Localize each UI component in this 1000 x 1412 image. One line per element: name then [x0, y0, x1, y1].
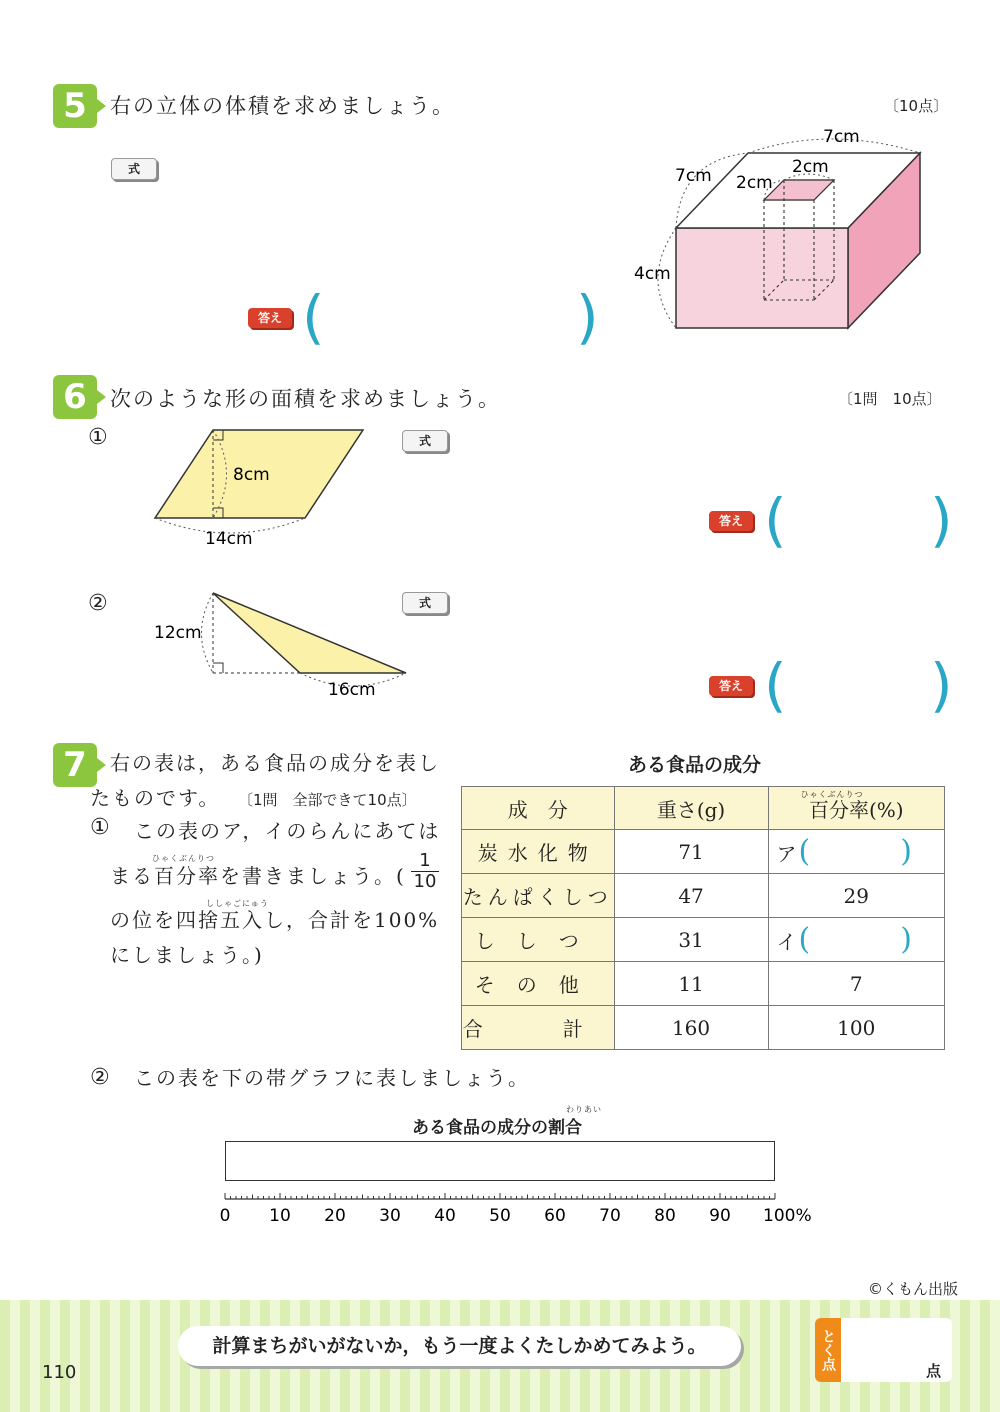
label-height-12cm: 12cm [154, 623, 202, 643]
table-row [462, 962, 945, 1006]
row-percent: 7 [768, 962, 944, 1006]
label-base-16cm: 16cm [328, 680, 376, 700]
shiki-label-6-1: 式 [402, 430, 448, 452]
parallelogram-figure [145, 420, 375, 555]
score-tag: とく点 [815, 1318, 841, 1382]
problem-7-1-line-4: にしましょう。) [110, 943, 264, 967]
question-6-points: 〔1問 10点〕 [838, 390, 942, 408]
ruby-shishagonyuu: ししゃごにゅう [206, 899, 269, 908]
axis-tick-label: 30 [379, 1206, 401, 1226]
row-percent-blank-a[interactable]: ア( ) [768, 830, 944, 874]
table-row [462, 874, 945, 918]
axis-tick-label: 60 [544, 1206, 566, 1226]
fraction-denominator: 10 [411, 871, 439, 892]
row-weight: 31 [614, 918, 768, 962]
shiki-label-5: 式 [111, 158, 157, 180]
question-5-text: 右の立体の体積を求めましょう。 [110, 94, 455, 118]
solid-figure [620, 120, 960, 340]
answer-label-6-2: 答え [709, 676, 753, 696]
triangle-figure [150, 585, 420, 705]
row-weight: 71 [614, 830, 768, 874]
band-graph-box[interactable] [225, 1141, 775, 1181]
table-header-weight: 重さ(g) [614, 787, 768, 830]
question-7-intro-2: たものです。 [90, 786, 221, 810]
axis-tick-label: 50 [489, 1206, 511, 1226]
bar-graph-title: ある食品の成分の割合 [412, 1118, 582, 1138]
ingredients-table [461, 786, 945, 1050]
bar-title-ruby: わりあい [566, 1105, 602, 1114]
answer-label-6-1: 答え [709, 511, 753, 531]
label-top-7cm: 7cm [823, 127, 860, 147]
row-weight: 47 [614, 874, 768, 918]
row-percent: 29 [768, 874, 944, 918]
question-number-7: 7 [53, 743, 97, 787]
label-height-8cm: 8cm [233, 465, 270, 485]
header-ruby: ひゃくぶんりつ [800, 790, 864, 799]
problem-1-mark: ① [88, 425, 108, 450]
axis-tick-label: 10 [269, 1206, 291, 1226]
row-name: その他 [462, 962, 615, 1006]
answer-close-paren-6-1[interactable]: ) [930, 486, 953, 554]
score-unit: 点 [926, 1362, 942, 1380]
problem-7-1-line-2: まる百分率を書きましょう。( [110, 864, 406, 888]
axis-tick-label: 40 [434, 1206, 456, 1226]
axis-tick-label: 20 [324, 1206, 346, 1226]
table-header-percent: ひゃくぶんりつ 百分率(%) [768, 787, 944, 830]
question-6-text: 次のような形の面積を求めましょう。 [110, 387, 501, 411]
axis-tick-label: 90 [709, 1206, 731, 1226]
question-number-5: 5 [53, 84, 97, 128]
question-7-points: 〔1問 全部できて10点〕 [238, 791, 417, 809]
answer-close-paren-6-2[interactable]: ) [930, 651, 953, 719]
shiki-label-6-2: 式 [402, 592, 448, 614]
answer-open-paren-6-2[interactable]: ( [764, 651, 787, 719]
axis-tick-label: 70 [599, 1206, 621, 1226]
answer-open-paren-5[interactable]: ( [302, 283, 325, 351]
question-7-intro-1: 右の表は，ある食品の成分を表し [110, 751, 440, 775]
page-number: 110 [42, 1362, 77, 1383]
solid-front-face [676, 228, 848, 328]
problem-7-2-mark: ② [90, 1065, 110, 1090]
band-graph-axis [215, 1184, 815, 1230]
row-percent: 100 [768, 1006, 944, 1050]
table-row [462, 830, 945, 874]
label-base-14cm: 14cm [205, 529, 253, 549]
axis-tick-label: 80 [654, 1206, 676, 1226]
row-name: 合 計 [462, 1006, 615, 1050]
row-weight: 160 [614, 1006, 768, 1050]
question-number-6: 6 [53, 375, 97, 419]
row-name: ししつ [462, 918, 615, 962]
problem-7-2-text: この表を下の帯グラフに表しましょう。 [134, 1066, 530, 1090]
table-header-name: 成 分 [462, 787, 615, 830]
problem-7-1-line-3: の位を四捨五入し，合計を100% [110, 908, 440, 932]
answer-open-paren-6-1[interactable]: ( [764, 486, 787, 554]
row-name: たんぱくしつ [462, 874, 615, 918]
problem-2-mark: ② [88, 591, 108, 616]
footer-tip: 計算まちがいがないか，もう一度よくたしかめてみよう。 [178, 1326, 741, 1366]
row-weight: 11 [614, 962, 768, 1006]
label-left-7cm: 7cm [675, 166, 712, 186]
question-5-points: 〔10点〕 [884, 97, 949, 115]
row-name: 炭水化物 [462, 830, 615, 874]
answer-label-5: 答え [248, 308, 292, 328]
label-height-4cm: 4cm [634, 264, 671, 284]
fraction-numerator: 1 [419, 850, 431, 871]
table-title: ある食品の成分 [628, 754, 762, 776]
row-percent-blank-i[interactable]: イ( ) [768, 918, 944, 962]
problem-7-1-line-1: この表のア，イのらんにあては [134, 819, 441, 843]
answer-close-paren-5[interactable]: ) [576, 283, 599, 351]
fraction [411, 851, 439, 892]
copyright: ©くもん出版 [868, 1280, 959, 1298]
label-hole-2cm-a: 2cm [792, 157, 829, 177]
problem-7-1-mark: ① [90, 815, 110, 840]
table-row-total [462, 1006, 945, 1050]
table-row [462, 918, 945, 962]
label-hole-2cm-b: 2cm [736, 173, 773, 193]
ruby-hyakubunritsu: ひゃくぶんりつ [152, 854, 215, 863]
axis-tick-label: 100% [763, 1206, 812, 1226]
axis-tick-label: 0 [219, 1206, 231, 1226]
